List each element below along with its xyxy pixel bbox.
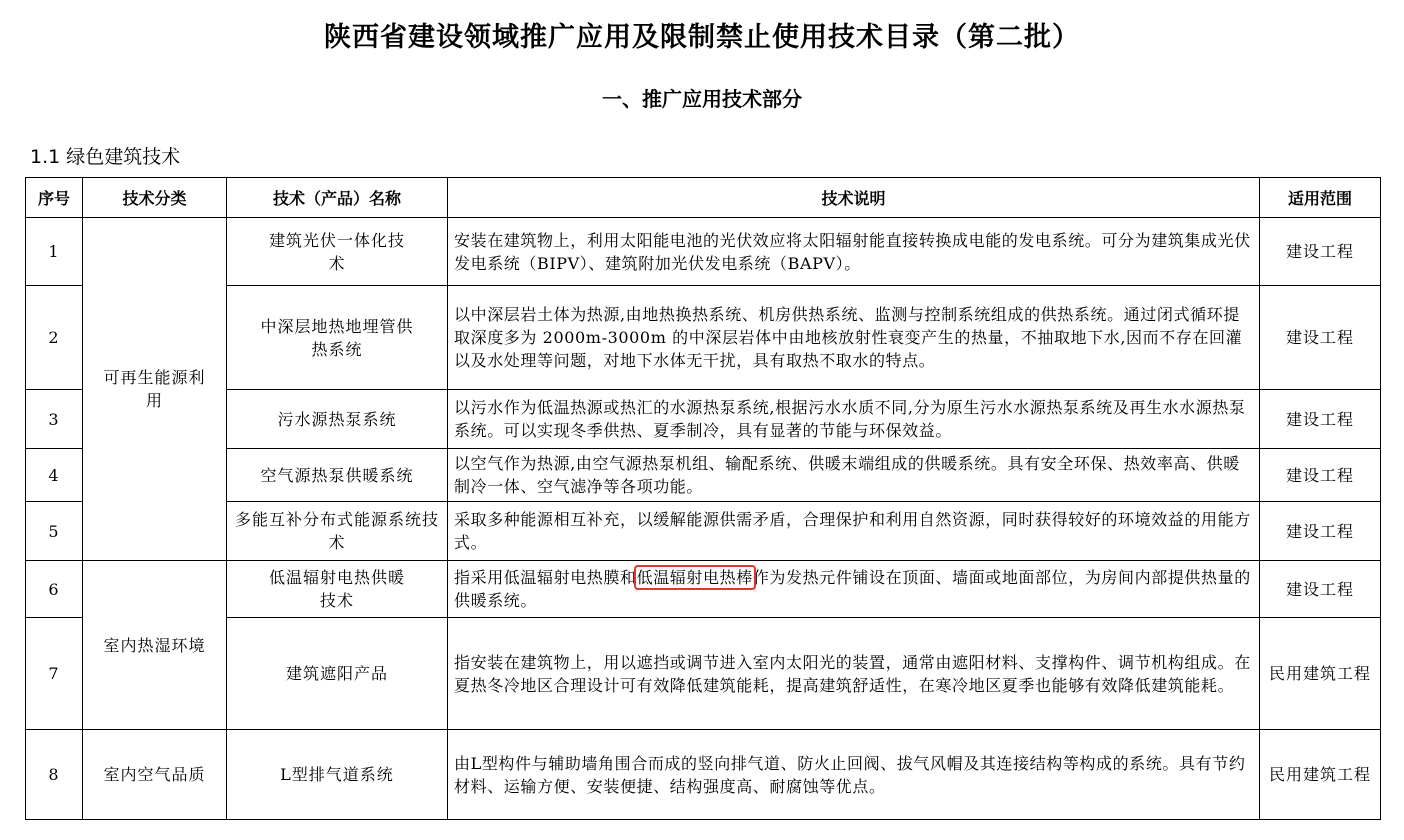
scope-cell: 建设工程 <box>1260 561 1381 618</box>
scope-cell: 民用建筑工程 <box>1260 618 1381 730</box>
table-row <box>26 218 1381 286</box>
technology-name: 建筑光伏一体化技术 <box>227 218 448 286</box>
technology-description: 安装在建筑物上，利用太阳能电池的光伏效应将太阳辐射能直接转换成电能的发电系统。可分为建筑集成光伏发电系统（BIPV）、建筑附加光伏发电系统（BAPV）。 <box>448 218 1260 286</box>
description-text-after: 作为发热元件铺设在顶面、墙面或地面部位，为房间内部提供热量的供暖系统。 <box>454 568 1251 610</box>
column-header-no: 序号 <box>26 178 83 218</box>
technology-description: 由L型构件与辅助墙角围合而成的竖向排气道、防火止回阀、拔气风帽及其连接结构等构成的系统。具有节约材料、运输方便、安装便捷、结构强度高、耐腐蚀等优点。 <box>448 730 1260 820</box>
category-cell: 室内热湿环境 <box>83 561 227 730</box>
scope-cell: 建设工程 <box>1260 449 1381 502</box>
column-header-name: 技术（产品）名称 <box>227 178 448 218</box>
scope-cell: 建设工程 <box>1260 218 1381 286</box>
column-header-category: 技术分类 <box>83 178 227 218</box>
technology-description: 采取多种能源相互补充，以缓解能源供需矛盾，合理保护和利用自然资源，同时获得较好的环境效益的用能方式。 <box>448 502 1260 561</box>
scope-cell: 建设工程 <box>1260 390 1381 449</box>
scope-cell: 建设工程 <box>1260 286 1381 390</box>
table-row <box>26 618 1381 730</box>
section-title: 一、推广应用技术部分 <box>602 87 802 111</box>
row-number: 1 <box>26 218 83 286</box>
technology-name: 多能互补分布式能源系统技术 <box>227 502 448 561</box>
category-cell: 室内空气品质 <box>83 730 227 820</box>
scope-cell: 建设工程 <box>1260 502 1381 561</box>
row-number: 8 <box>26 730 83 820</box>
table-header-row <box>26 178 1381 218</box>
row-number: 2 <box>26 286 83 390</box>
technology-description: 以空气作为热源,由空气源热泵机组、输配系统、供暖末端组成的供暖系统。具有安全环保、热效率高、供暖制冷一体、空气滤净等各项功能。 <box>448 449 1260 502</box>
technology-description: 以污水作为低温热源或热汇的水源热泵系统,根据污水水质不同,分为原生污水水源热泵系统及再生水水源热泵系统。可以实现冬季供热、夏季制冷，具有显著的节能与环保效益。 <box>448 390 1260 449</box>
row-number: 6 <box>26 561 83 618</box>
technology-name: 建筑遮阳产品 <box>227 618 448 730</box>
subsection-title: 1.1 绿色建筑技术 <box>30 146 181 168</box>
row-number: 5 <box>26 502 83 561</box>
description-text-before: 指采用低温辐射电热膜和 <box>454 568 637 587</box>
highlighted-term: 低温辐射电热棒 <box>636 568 753 587</box>
technology-catalog-table <box>25 177 1381 820</box>
technology-description <box>448 561 1260 618</box>
technology-name: 低温辐射电热供暖技术 <box>227 561 448 618</box>
table-row <box>26 449 1381 502</box>
table-row <box>26 561 1381 618</box>
technology-name: 中深层地热地埋管供热系统 <box>227 286 448 390</box>
table-row <box>26 390 1381 449</box>
technology-name: 污水源热泵系统 <box>227 390 448 449</box>
technology-name: 空气源热泵供暖系统 <box>227 449 448 502</box>
column-header-scope: 适用范围 <box>1260 178 1381 218</box>
column-header-description: 技术说明 <box>448 178 1260 218</box>
technology-description: 以中深层岩土体为热源,由地热换热系统、机房供热系统、监测与控制系统组成的供热系统。通过闭式循环提取深度多为 2000m-3000m 的中深层岩体中由地核放射性衰变产生的热量，不抽取地下水,因而不存在回灌以及水处理等问题，对地下水体无干扰，具有取热不取水的特点。 <box>448 286 1260 390</box>
row-number: 4 <box>26 449 83 502</box>
row-number: 3 <box>26 390 83 449</box>
table-row <box>26 502 1381 561</box>
scope-cell: 民用建筑工程 <box>1260 730 1381 820</box>
category-cell: 可再生能源利用 <box>83 218 227 561</box>
table-row <box>26 730 1381 820</box>
document-title: 陕西省建设领域推广应用及限制禁止使用技术目录（第二批） <box>324 22 1080 53</box>
row-number: 7 <box>26 618 83 730</box>
table-row <box>26 286 1381 390</box>
technology-name: L型排气道系统 <box>227 730 448 820</box>
technology-description: 指安装在建筑物上，用以遮挡或调节进入室内太阳光的装置，通常由遮阳材料、支撑构件、调节机构组成。在夏热冬冷地区合理设计可有效降低建筑能耗，提高建筑舒适性，在寒冷地区夏季也能够有效降低建筑能耗。 <box>448 618 1260 730</box>
